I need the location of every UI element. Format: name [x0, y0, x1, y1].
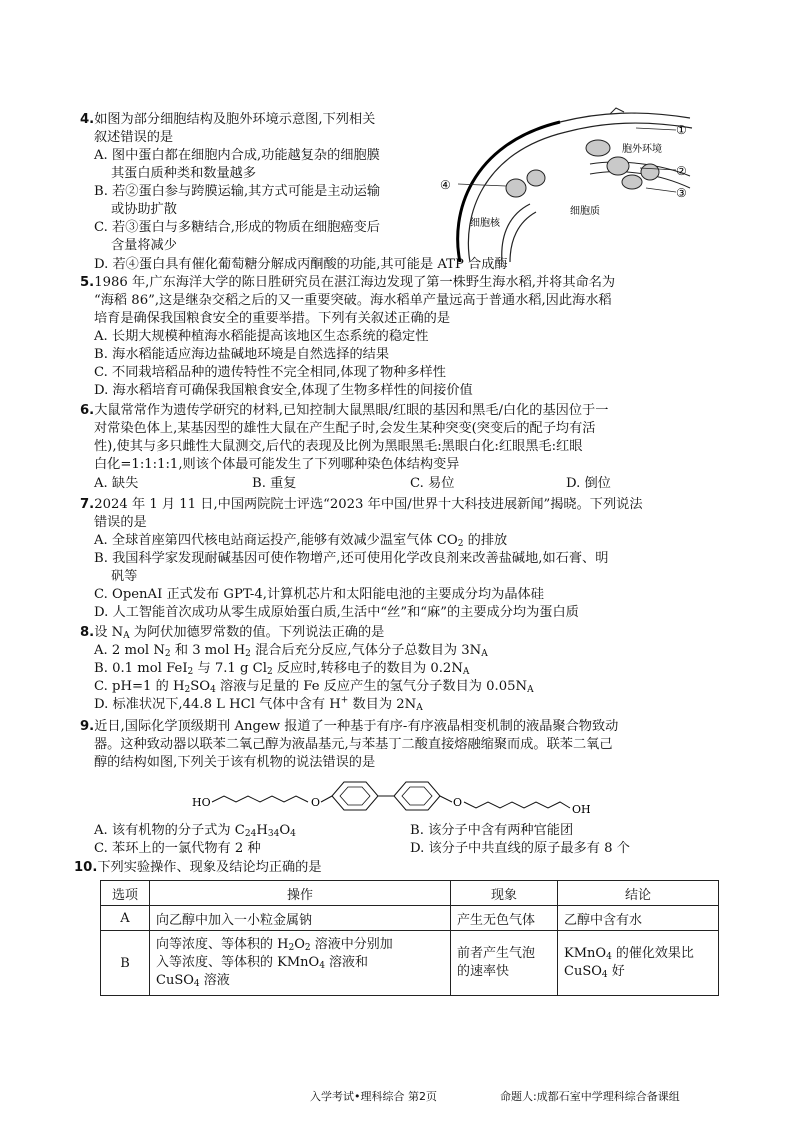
q7-option-b-line2: 矾等	[111, 569, 138, 584]
q4-option-c-line1: C. 若③蛋白与多糖结合,形成的物质在细胞癌变后	[94, 220, 380, 235]
q7-stem-line2: 错误的是	[94, 515, 147, 530]
q5-option-b: B. 海水稻能适应海边盐碱地环境是自然选择的结果	[94, 347, 390, 362]
q4-option-b-line2: 或协助扩散	[111, 202, 177, 217]
q7-option-a: A. 全球首座第四代核电站商运投产,能够有效减少温室气体 $CO_2$ 的排放	[94, 533, 508, 549]
struct-ho: HO	[192, 796, 211, 809]
q4-stem-line1: 4.如图为部分细胞结构及胞外环境示意图,下列相关	[80, 112, 376, 127]
q5-stem-line2: “海稻 86”,这是继杂交稻之后的又一重要突破。海水稻单产量远高于普通水稻,因此海水稻	[94, 293, 612, 308]
footer-page-info: 入学考试•理科综合 第2页	[310, 1090, 437, 1103]
q7-option-b-line1: B. 我国科学家发现耐碱基因可使作物增产,还可使用化学改良剂来改善盐碱地,如石膏、明	[94, 551, 609, 566]
footer-author: 命题人:成都石室中学理科综合备课组	[500, 1090, 680, 1103]
row-a-option: A	[101, 906, 150, 931]
table-row	[101, 931, 719, 996]
figure-label-3: ③	[676, 186, 687, 200]
q8-option-c: C. pH=1 的 $H_2SO_4$ 溶液与足量的 Fe 反应产生的氢气分子数目为 $0.05N_A$	[94, 679, 534, 695]
q4-number: 4.	[80, 112, 95, 127]
q9-stem-line3: 醇的结构如图,下列关于该有机物的说法错误的是	[94, 755, 376, 770]
header-operation: 操作	[150, 881, 451, 906]
struct-o1: O	[311, 796, 321, 809]
header-phenomenon: 现象	[451, 881, 558, 906]
row-b-operation: 向等浓度、等体积的 $H_2O_2$ 溶液中分别加 入等浓度、等体积的 KMnO$_4$ 溶液和 CuSO$_4$ 溶液	[150, 931, 451, 996]
header-option: 选项	[101, 881, 150, 906]
q10-stem: 10.下列实验操作、现象及结论均正确的是	[74, 860, 322, 875]
q6-option-c: C. 易位	[410, 476, 455, 491]
q7-number: 7.	[80, 497, 95, 512]
q4-option-b-line1: B. 若②蛋白参与跨膜运输,其方式可能是主动运输	[94, 184, 381, 199]
q4-option-c-line2: 含量将减少	[111, 238, 177, 253]
q9-option-b: B. 该分子中含有两种官能团	[410, 823, 574, 838]
figure-label-4: ④	[440, 178, 451, 192]
q6-stem-line4: 白化=1:1:1:1,则该个体最可能发生了下列哪种染色体结构变异	[94, 457, 460, 472]
q5-number: 5.	[80, 275, 95, 290]
q6-option-a: A. 缺失	[94, 476, 139, 491]
q5-stem-line1: 5.1986 年,广东海洋大学的陈日胜研究员在湛江海边发现了第一株野生海水稻,并将其命名为	[80, 275, 616, 290]
q9-stem-line1: 9.近日,国际化学顶级期刊 Angew 报道了一种基于有序-有序液晶相变机制的液晶聚合物致动	[80, 719, 619, 734]
row-a-phenomenon: 产生无色气体	[451, 906, 558, 931]
struct-oh: OH	[572, 803, 591, 816]
q9-stem-line2: 器。这种致动器以联苯二氧己醇为液晶基元,与苯基丁二酸直接熔融缩聚而成。联苯二氧己	[94, 737, 613, 752]
row-b-conclusion: KMnO$_4$ 的催化效果比 CuSO$_4$ 好	[558, 931, 719, 996]
q6-number: 6.	[80, 403, 95, 418]
row-a-conclusion: 乙醇中含有水	[558, 906, 719, 931]
table-header-row	[101, 881, 719, 906]
row-a-operation: 向乙醇中加入一小粒金属钠	[150, 906, 451, 931]
q8-option-b: B. 0.1 mol FeI$_2$ 与 7.1 g $Cl_2$ 反应时,转移电子的数目为 $0.2N_A$	[94, 661, 470, 677]
q9-option-c: C. 苯环上的一氯代物有 2 种	[94, 841, 261, 856]
q5-option-d: D. 海水稻培育可确保我国粮食安全,体现了生物多样性的间接价值	[94, 383, 473, 398]
q5-stem-line3: 培育是确保我国粮食安全的重要举措。下列有关叙述正确的是	[94, 311, 451, 326]
cell-structure-figure	[440, 104, 702, 262]
q8-option-d: D. 标准状况下,44.8 L HCl 气体中含有 H+ 数目为 $2N_A$	[94, 695, 423, 713]
q9-number: 9.	[80, 719, 95, 734]
q4-stem-line2: 叙述错误的是	[94, 130, 174, 145]
experiment-table	[100, 880, 719, 996]
q9-option-d: D. 该分子中共直线的原子最多有 8 个	[410, 841, 630, 856]
figure-label-nucleus: 细胞核	[470, 218, 500, 229]
q7-stem-line1: 7.2024 年 1 月 11 日,中国两院院士评选“2023 年中国/世界十大科技进展新闻”揭晓。下列说法	[80, 497, 643, 512]
q8-option-a: A. 2 mol $N_2$ 和 3 mol $H_2$ 混合后充分反应,气体分子总数目为 $3N_A$	[94, 643, 488, 659]
q8-number: 8.	[80, 625, 95, 640]
q6-stem-line1: 6.大鼠常常作为遗传学研究的材料,已知控制大鼠黑眼/红眼的基因和黑毛/白化的基因位于一	[80, 403, 609, 418]
struct-o2: O	[453, 796, 463, 809]
q6-option-b: B. 重复	[252, 476, 297, 491]
q6-option-d: D. 倒位	[566, 476, 611, 491]
q5-option-a: A. 长期大规模种植海水稻能提高该地区生态系统的稳定性	[94, 329, 429, 344]
figure-label-1: ①	[676, 123, 687, 137]
figure-label-cytoplasm: 细胞质	[570, 206, 600, 217]
row-b-phenomenon: 前者产生气泡 的速率快	[451, 931, 558, 996]
q7-option-d: D. 人工智能首次成功从零生成原始蛋白质,生活中“丝”和“麻”的主要成分均为蛋白质	[94, 605, 579, 620]
q9-option-a: A. 该有机物的分子式为 $C_{24}H_{34}O_4$	[94, 823, 296, 839]
q4-option-a-line1: A. 图中蛋白都在细胞内合成,功能越复杂的细胞膜	[94, 148, 380, 163]
q7-option-c: C. OpenAI 正式发布 GPT-4,计算机芯片和太阳能电池的主要成分均为晶体硅	[94, 587, 544, 602]
table-row	[101, 906, 719, 931]
header-conclusion: 结论	[558, 881, 719, 906]
q6-stem-line2: 对常染色体上,某基因型的雄性大鼠在产生配子时,会发生某种突变(突变后的配子均有活	[94, 421, 596, 436]
q6-stem-line3: 性),使其与多只雌性大鼠测交,后代的表现及比例为黑眼黑毛:黑眼白化:红眼黑毛:红眼	[94, 439, 583, 454]
q4-option-a-line2: 其蛋白质种类和数量越多	[111, 166, 257, 181]
figure-label-outside: 胞外环境	[622, 144, 662, 155]
row-b-option: B	[101, 931, 150, 996]
q4-option-d: D. 若④蛋白具有催化葡萄糖分解成丙酮酸的功能,其可能是 ATP 合成酶	[94, 257, 508, 272]
q10-number: 10.	[74, 860, 98, 875]
q5-option-c: C. 不同栽培稻品种的遗传特性不完全相同,体现了物种多样性	[94, 365, 446, 380]
figure-label-2: ②	[676, 164, 687, 178]
q8-stem: 8.设 $N_A$ 为阿伏加德罗常数的值。下列说法正确的是	[80, 625, 385, 641]
